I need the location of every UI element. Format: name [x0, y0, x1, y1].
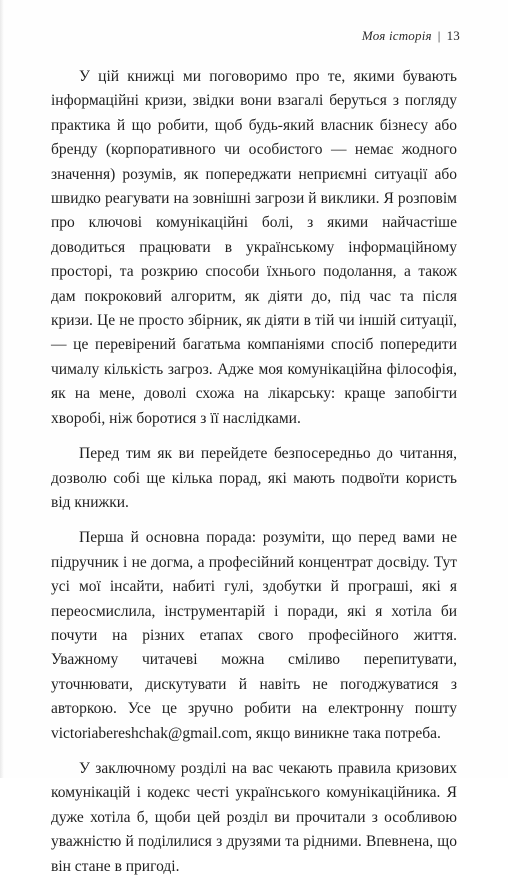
- paragraph-advice-lead: Перед тим як ви перейдете безпосередньо до читання, дозволю собі ще кілька порад, які мають подвоїти користь від книжки.: [51, 445, 457, 511]
- page-edge-shadow: [0, 0, 4, 778]
- running-header: [362, 28, 460, 44]
- body-text: [51, 65, 457, 879]
- paragraph-final-chapter: У заключному розділі на вас чекають правила кризових комунікацій і кодекс честі українського комунікаційника. Я дуже хотіла б, щоби цей розділ ви прочитали з особливою уважністю й поділилися з друзями та рідними. Впевнена, що він стане в пригоді.: [51, 759, 457, 875]
- section-title: Моя історія: [361, 28, 432, 43]
- paragraph-intro: У цій книжці ми поговоримо про те, якими бувають інформаційні кризи, звідки вони взагалі беруться з погляду практика й що робити, щоб будь-який власник бізнесу або бренду (корпоративного чи особистого — немає жодного значення) розумів, як попереджати неприємні ситуації або швидко реагувати на зовнішні загрози й виклики. Я розповім про ключові комунікаційні болі, з якими найчастіше доводиться працювати в українському інформаційному просторі, та розкрию способи їхнього подолання, а також дам покроковий алгоритм, як діяти до, під час та після кризи. Це не просто збірник, як діяти в тій чи іншій ситуації, — це перевірений багатьма компаніями спосіб попередити чималу кількість загроз. Адже моя комунікаційна філософія, як на мене, доволі схожа на лікарську: краще запобігти хворобі, ніж боротися з її наслідками.: [51, 68, 457, 427]
- header-separator: |: [437, 28, 441, 43]
- page-number: 13: [446, 28, 460, 43]
- paragraph-first-advice: Перша й основна порада: розуміти, що перед вами не підручник і не догма, а професійний концентрат досвіду. Тут усі мої інсайти, набиті гулі, здобутки й програші, які я переосмислила, інструментарій і поради, які я хотіла би почути на різних етапах свого професійного життя. Уважному читачеві можна сміливо перепитувати, уточнювати, дискутувати й навіть не погоджуватися з авторкою. Усе це зручно робити на електронну пошту victoriabereshchak@gmail.com, якщо виникне така потреба.: [51, 529, 457, 742]
